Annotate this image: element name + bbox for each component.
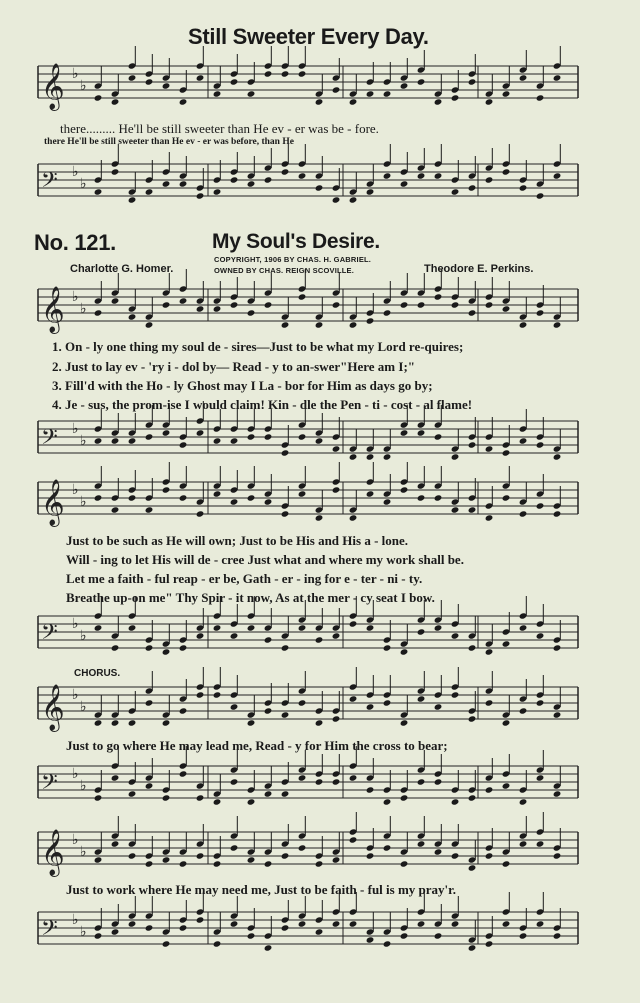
- svg-text:𝄞: 𝄞: [41, 684, 65, 731]
- svg-text:♭: ♭: [72, 766, 79, 782]
- svg-text:𝄢: 𝄢: [41, 168, 58, 199]
- system3-treble-staff: [38, 683, 578, 733]
- prev-lyric-line-1: there......... He'll be still sweeter than He ev - er was be - fore.: [60, 121, 379, 136]
- svg-text:♭: ♭: [80, 628, 87, 644]
- hymn-number: No. 121.: [34, 230, 116, 255]
- system1-treble-staff: [38, 285, 578, 335]
- svg-text:♭: ♭: [72, 482, 79, 498]
- svg-text:𝄞: 𝄞: [41, 286, 65, 333]
- svg-text:𝄢: 𝄢: [41, 425, 58, 456]
- verse3-line-b: Let me a faith - ful reap - er be, Gath - er - ing for e - ter - ni - ty.: [66, 571, 423, 586]
- prev-lyric-line-2: there He'll be still sweeter than He ev - er was before, than He: [44, 137, 294, 147]
- verse1-line-b: Just to be such as He will own; Just to be His and His a - lone.: [66, 533, 409, 548]
- svg-text:♭: ♭: [80, 301, 87, 317]
- prev-treble-staff: [38, 62, 578, 112]
- svg-text:♭: ♭: [72, 912, 79, 928]
- composer-credit: Theodore E. Perkins.: [424, 263, 534, 275]
- chorus-label: CHORUS.: [74, 668, 121, 679]
- svg-text:♭: ♭: [80, 176, 87, 192]
- svg-text:𝄞: 𝄞: [41, 829, 65, 876]
- verse4-line-a: 4. Je - sus, the prom-ise I would claim! Kin - dle the Pen - ti - cost - al flame!: [52, 397, 473, 412]
- svg-text:♭: ♭: [80, 924, 87, 940]
- hymn-title: My Soul's Desire.: [212, 230, 380, 253]
- svg-text:♭: ♭: [80, 844, 87, 860]
- svg-text:𝄞: 𝄞: [41, 479, 65, 526]
- svg-text:𝄞: 𝄞: [41, 63, 65, 110]
- svg-text:𝄢: 𝄢: [41, 770, 58, 801]
- svg-text:♭: ♭: [72, 164, 79, 180]
- svg-text:♭: ♭: [72, 66, 79, 82]
- prev-bass-staff: [38, 160, 578, 210]
- svg-text:♭: ♭: [80, 494, 87, 510]
- verse2-line-b: Will - ing to let His will de - cree Just what and where my work shall be.: [66, 552, 464, 567]
- svg-text:♭: ♭: [72, 687, 79, 703]
- lyricist-credit: Charlotte G. Homer.: [70, 263, 174, 275]
- svg-text:♭: ♭: [72, 421, 79, 437]
- verse3-line-a: 3. Fill'd with the Ho - ly Ghost may I La - bor for Him as days go by;: [52, 378, 433, 393]
- system4-treble-staff: [38, 828, 578, 878]
- svg-text:𝄢: 𝄢: [41, 620, 58, 651]
- chorus-line-2: Just to work where He may need me, Just to be faith - ful is my pray'r.: [66, 882, 456, 897]
- system2-treble-staff: [38, 478, 578, 528]
- verse4-line-b: Breathe up-on me" Thy Spir - it now, As at the mer - cy seat I bow.: [66, 590, 435, 605]
- svg-text:♭: ♭: [72, 832, 79, 848]
- svg-text:♭: ♭: [80, 78, 87, 94]
- svg-text:♭: ♭: [80, 699, 87, 715]
- copyright-line-1: COPYRIGHT, 1906 BY CHAS. H. GABRIEL.: [214, 255, 372, 264]
- svg-text:𝄢: 𝄢: [41, 916, 58, 947]
- svg-text:♭: ♭: [72, 616, 79, 632]
- prev-hymn-title: Still Sweeter Every Day.: [188, 24, 429, 49]
- verse2-line-a: 2. Just to lay ev - 'ry i - dol by— Read - y to an-swer"Here am I;": [52, 359, 415, 374]
- system3-bass-staff: [38, 762, 578, 812]
- system4-bass-staff: [38, 908, 578, 958]
- svg-text:♭: ♭: [72, 289, 79, 305]
- svg-text:♭: ♭: [80, 433, 87, 449]
- system2-bass-staff: [38, 612, 578, 662]
- system1-bass-staff: [38, 417, 578, 467]
- copyright-line-2: OWNED BY CHAS. REIGN SCOVILLE.: [214, 266, 355, 275]
- chorus-line-1: Just to go where He may lead me, Read - y for Him the cross to bear;: [66, 738, 448, 753]
- verse1-line-a: 1. On - ly one thing my soul de - sires—Just to be what my Lord re-quires;: [52, 339, 464, 354]
- svg-text:♭: ♭: [80, 778, 87, 794]
